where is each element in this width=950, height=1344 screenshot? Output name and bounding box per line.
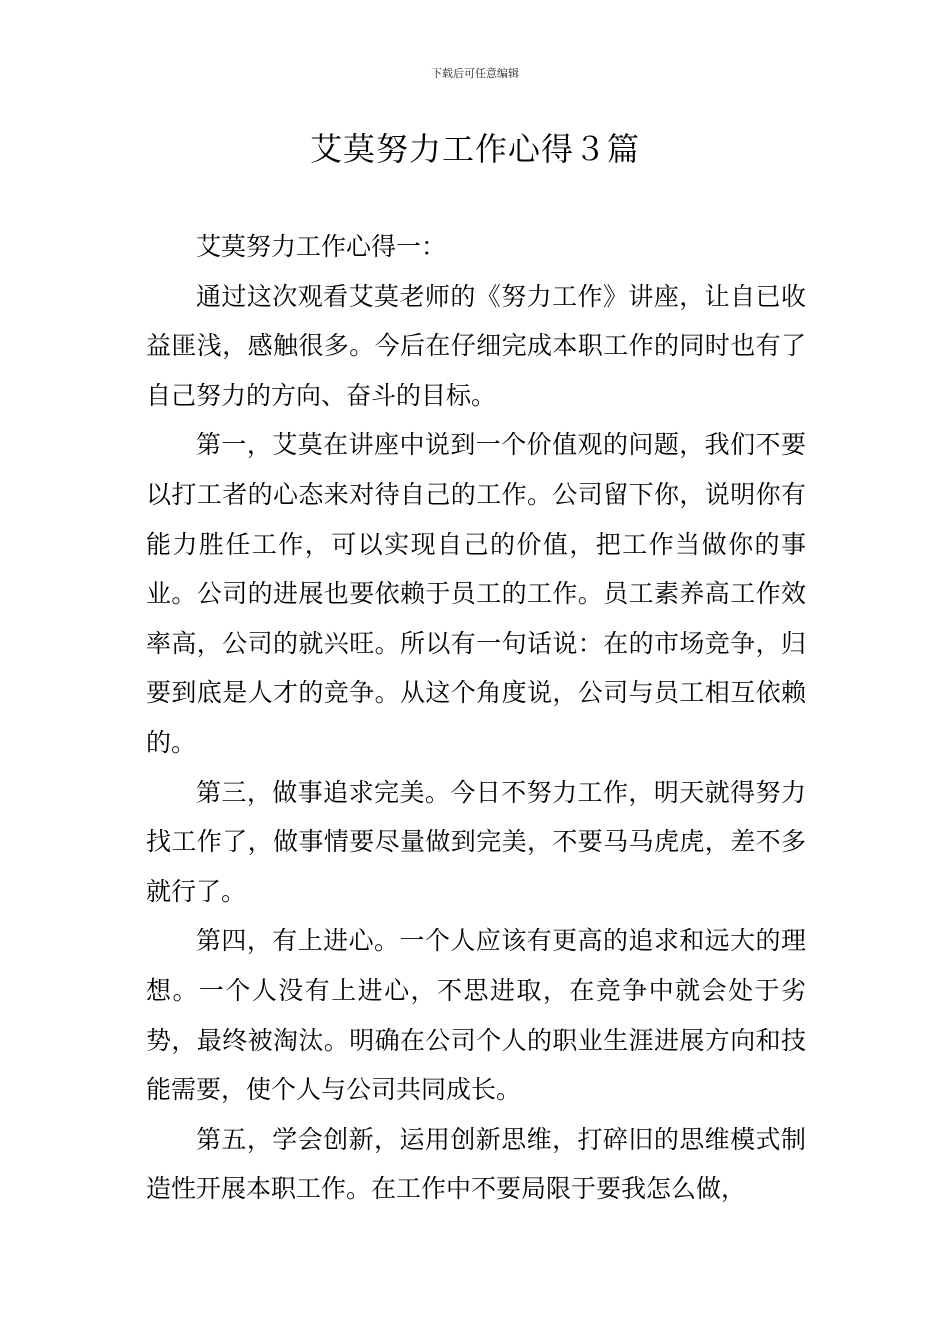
section-heading: 艾莫努力工作心得一：	[196, 232, 447, 261]
body-paragraph: 第四，有上进心。一个人应该有更高的追求和远大的理想。一个人没有上进心，不思进取，在竞争中就会处于劣势，最终被淘汰。明确在公司个人的职业生涯进展方向和技能需要，使个人与公司共同成长。	[146, 926, 806, 1105]
document-title: 艾莫努力工作心得３篇	[309, 130, 640, 168]
body-paragraph: 第五，学会创新，运用创新思维，打碎旧的思维模式制造性开展本职工作。在工作中不要局限于要我怎么做，	[146, 1124, 806, 1204]
header-note: 下载后可任意编辑	[431, 67, 519, 80]
body-paragraph: 第三，做事追求完美。今日不努力工作，明天就得努力找工作了，做事情要尽量做到完美，不要马马虎虎，差不多就行了。	[146, 777, 806, 906]
document-body	[146, 222, 806, 1214]
body-paragraph: 第一，艾莫在讲座中说到一个价值观的问题，我们不要以打工者的心态来对待自己的工作。公司留下你，说明你有能力胜任工作，可以实现自己的价值，把工作当做你的事业。公司的进展也要依赖于员工的工作。员工素养高工作效率高，公司的就兴旺。所以有一句话说：在的市场竞争，归要到底是人才的竞争。从这个角度说，公司与员工相互依赖的。	[146, 430, 806, 757]
body-paragraph: 通过这次观看艾莫老师的《努力工作》讲座，让自已收益匪浅，感触很多。今后在仔细完成本职工作的同时也有了自己努力的方向、奋斗的目标。	[146, 281, 806, 410]
